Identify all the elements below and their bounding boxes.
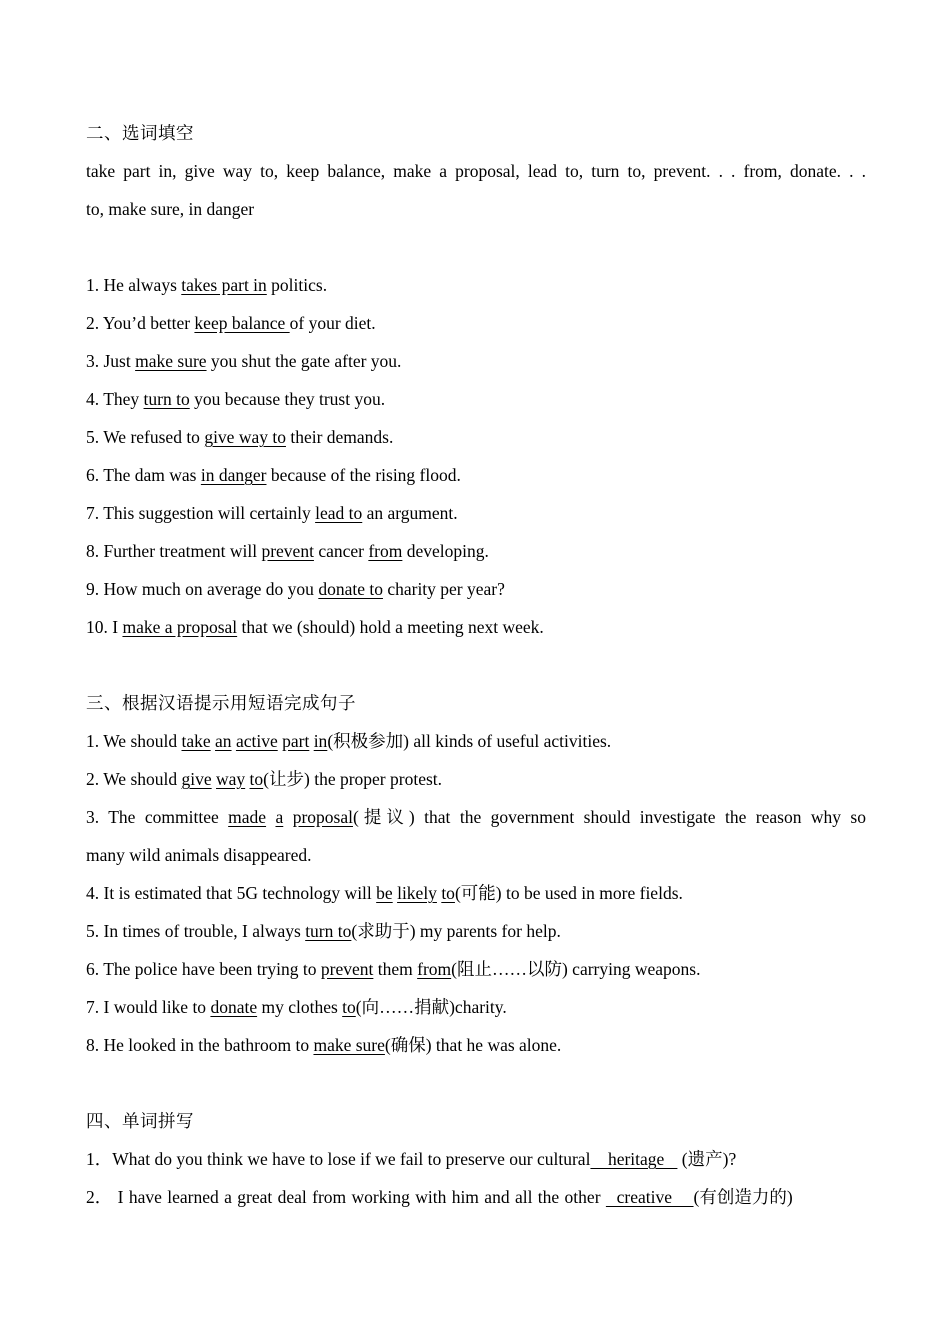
exercise-item: 8. Further treatment will prevent cancer from developing.	[86, 541, 489, 561]
section-heading-3: 三、根据汉语提示用短语完成句子	[86, 693, 356, 713]
exercise-item: 9. How much on average do you donate to charity per year?	[86, 579, 505, 599]
answer-underline: give way to	[204, 427, 286, 447]
exercise-item: 6. The police have been trying to prevent them from(阻止……以防) carrying weapons.	[86, 959, 701, 979]
exercise-item: 1. He always takes part in politics.	[86, 275, 328, 295]
exercise-item: 3. Just make sure you shut the gate after you.	[86, 351, 402, 371]
exercise-item: 4. It is estimated that 5G technology will be likely to(可能) to be used in more fields.	[86, 883, 683, 903]
section-heading-4: 四、单词拼写	[86, 1111, 194, 1131]
answer-underline: creative	[605, 1187, 694, 1207]
exercise-item: 3. The committee made a proposal(提议) that the government should investigate the reason why so	[86, 807, 866, 827]
answer-underline: turn to	[143, 389, 190, 409]
exercise-item: 4. They turn to you because they trust you.	[86, 389, 386, 409]
answer-underline: lead to	[315, 503, 363, 523]
exercise-item: 7. This suggestion will certainly lead to an argument.	[86, 503, 458, 523]
exercise-item: 1．What do you think we have to lose if we fail to preserve our cultural heritage (遗产)?	[86, 1149, 737, 1169]
answer-underline: heritage	[590, 1149, 678, 1169]
exercise-item-continuation: many wild animals disappeared.	[86, 845, 312, 865]
exercise-item: 5. We refused to give way to their demands.	[86, 427, 394, 447]
answer-underline: in danger	[200, 465, 267, 485]
exercise-item: 1. We should take an active part in(积极参加) all kinds of useful activities.	[86, 731, 612, 751]
answer-underline: from	[368, 541, 403, 561]
exercise-item: 8. He looked in the bathroom to make sure(确保) that he was alone.	[86, 1035, 562, 1055]
exercise-item: 7. I would like to donate my clothes to(向……捐献)charity.	[86, 997, 507, 1017]
word-bank-line-2: to, make sure, in danger	[86, 199, 255, 219]
answer-underline: make sure	[135, 351, 207, 371]
answer-underline: prevent	[261, 541, 314, 561]
answer-underline: donate to	[318, 579, 383, 599]
spacer	[86, 646, 866, 684]
worksheet-page	[86, 114, 866, 1216]
answer-underline: keep balance	[194, 313, 290, 333]
spacer	[86, 1064, 866, 1102]
exercise-item: 10. I make a proposal that we (should) hold a meeting next week.	[86, 617, 544, 637]
exercise-item: 6. The dam was in danger because of the rising flood.	[86, 465, 461, 485]
exercise-item: 5. In times of trouble, I always turn to(求助于) my parents for help.	[86, 921, 561, 941]
section-heading-2: 二、选词填空	[86, 123, 194, 143]
answer-underline: takes part in	[181, 275, 267, 295]
spacer	[86, 228, 866, 266]
answer-underline: make a proposal	[122, 617, 238, 637]
exercise-item: 2． I have learned a great deal from working with him and all the other creative (有创造力的)	[86, 1187, 793, 1207]
word-bank-line-1: take part in, give way to, keep balance, make a proposal, lead to, turn to, prevent. . . from, donate. . .	[86, 161, 866, 181]
exercise-item: 2. We should give way to(让步) the proper protest.	[86, 769, 443, 789]
exercise-item: 2. You’d better keep balance of your diet.	[86, 313, 376, 333]
